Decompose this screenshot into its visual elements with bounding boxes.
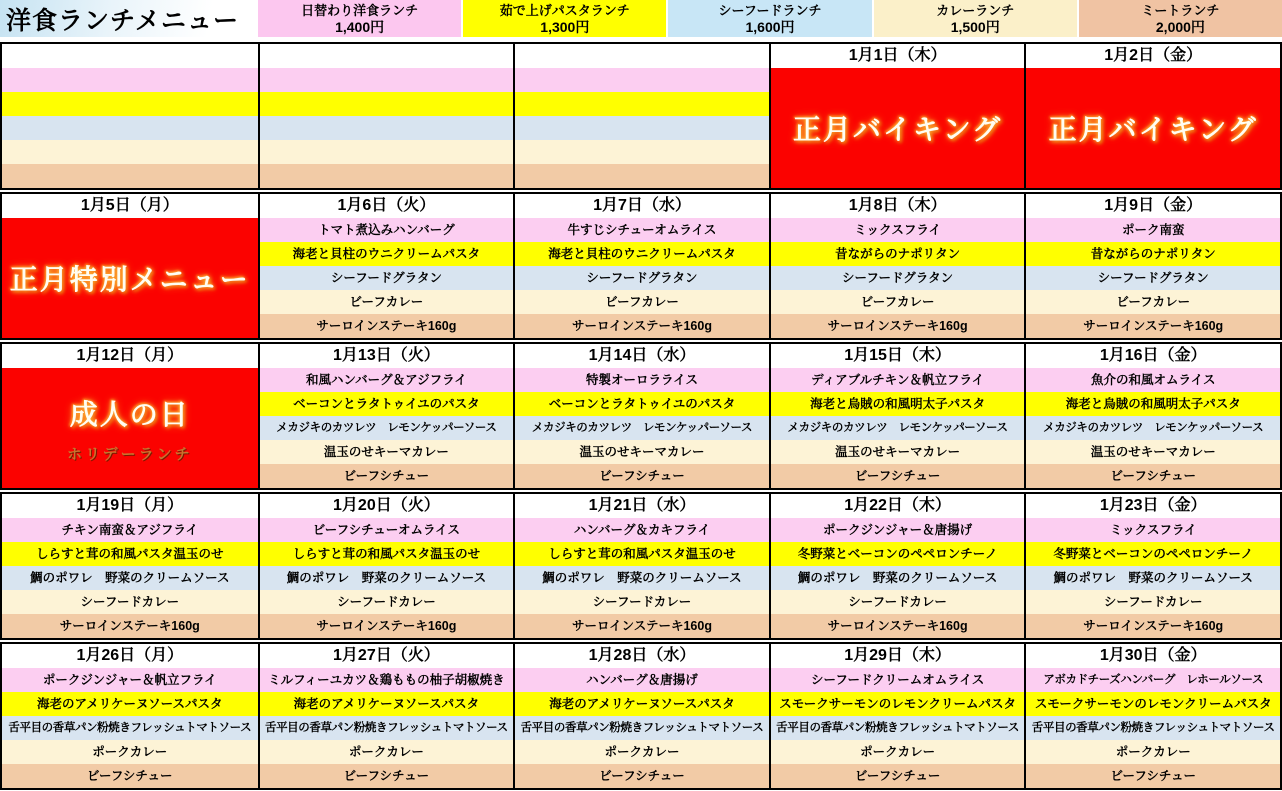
- legend-price: 1,500円: [950, 18, 1000, 35]
- date-label: 1月2日（金）: [1026, 44, 1280, 68]
- special-subtitle: ホリデーランチ: [66, 445, 193, 463]
- menu-item: ベーコンとラタトゥイユのパスタ: [515, 392, 769, 416]
- date-label: 1月28日（水）: [515, 644, 769, 668]
- legend-pasta-lunch: [463, 0, 666, 37]
- day-cell: [2, 494, 258, 638]
- menu-item: ポークカレー: [260, 740, 514, 764]
- menu-item: サーロインステーキ160g: [1026, 314, 1280, 338]
- day-cell: [769, 194, 1025, 338]
- menu-item: [260, 92, 514, 116]
- day-cell: [1024, 344, 1280, 488]
- day-cell: [513, 494, 769, 638]
- menu-item: 海老のアメリケーヌソースパスタ: [515, 692, 769, 716]
- day-cell: [258, 44, 514, 188]
- special-banner-text: 正月バイキング: [793, 114, 1003, 145]
- day-cell: [2, 344, 258, 488]
- menu-item: 特製オーロラライス: [515, 368, 769, 392]
- menu-item: [515, 92, 769, 116]
- date-label: 1月19日（月）: [2, 494, 258, 518]
- menu-item: ビーフシチュー: [1026, 464, 1280, 488]
- date-label: 1月16日（金）: [1026, 344, 1280, 368]
- menu-item: しらすと茸の和風パスタ温玉のせ: [2, 542, 258, 566]
- menu-item: ベーコンとラタトゥイユのパスタ: [260, 392, 514, 416]
- day-cell: [769, 644, 1025, 788]
- menu-item: 海老と貝柱のウニクリームパスタ: [515, 242, 769, 266]
- day-cell: [1024, 494, 1280, 638]
- menu-item: 温玉のせキーマカレー: [260, 440, 514, 464]
- menu-item: [2, 92, 258, 116]
- day-cell: [769, 44, 1025, 188]
- day-cell: [258, 644, 514, 788]
- menu-item: ポーク南蛮: [1026, 218, 1280, 242]
- day-cell: [258, 344, 514, 488]
- week-section: [0, 642, 1282, 790]
- menu-item: [260, 68, 514, 92]
- date-label: 1月15日（木）: [771, 344, 1025, 368]
- menu-item: 舌平目の香草パン粉焼きフレッシュトマトソース: [1026, 716, 1280, 740]
- special-banner-text: 正月バイキング: [1048, 114, 1258, 145]
- special-banner: [771, 68, 1025, 188]
- menu-item: 鯛のポワレ 野菜のクリームソース: [771, 566, 1025, 590]
- week-section: [0, 42, 1282, 190]
- menu-item: ミックスフライ: [771, 218, 1025, 242]
- special-banner-text: 成人の日: [69, 398, 190, 430]
- menu-item: シーフードカレー: [260, 590, 514, 614]
- menu-item: ビーフシチュー: [1026, 764, 1280, 788]
- date-label: 1月14日（水）: [515, 344, 769, 368]
- menu-item: シーフードカレー: [771, 590, 1025, 614]
- date-label: 1月6日（火）: [260, 194, 514, 218]
- menu-item: 海老と烏賊の和風明太子パスタ: [771, 392, 1025, 416]
- menu-item: [2, 164, 258, 188]
- menu-item: ディアブルチキン＆帆立フライ: [771, 368, 1025, 392]
- menu-item: 冬野菜とベーコンのペペロンチーノ: [771, 542, 1025, 566]
- menu-item: ミルフィーユカツ＆鶏ももの柚子胡椒焼き: [260, 668, 514, 692]
- special-banner: [1026, 68, 1280, 188]
- date-label: 1月22日（木）: [771, 494, 1025, 518]
- menu-item: 海老と貝柱のウニクリームパスタ: [260, 242, 514, 266]
- menu-item: ビーフカレー: [1026, 290, 1280, 314]
- menu-item: 鯛のポワレ 野菜のクリームソース: [515, 566, 769, 590]
- menu-item: アボカドチーズハンバーグ レホールソース: [1026, 668, 1280, 692]
- menu-item: [2, 116, 258, 140]
- legend-seafood-lunch: [668, 0, 871, 37]
- menu-item: 和風ハンバーグ＆アジフライ: [260, 368, 514, 392]
- menu-item: 昔ながらのナポリタン: [771, 242, 1025, 266]
- menu-item: ビーフシチュー: [771, 464, 1025, 488]
- menu-item: 温玉のせキーマカレー: [515, 440, 769, 464]
- menu-item: サーロインステーキ160g: [1026, 614, 1280, 638]
- menu-item: シーフードカレー: [2, 590, 258, 614]
- menu-item: 鯛のポワレ 野菜のクリームソース: [1026, 566, 1280, 590]
- date-label: [515, 44, 769, 68]
- date-label: 1月21日（水）: [515, 494, 769, 518]
- date-label: 1月5日（月）: [2, 194, 258, 218]
- menu-item: 海老のアメリケーヌソースパスタ: [260, 692, 514, 716]
- menu-item: 舌平目の香草パン粉焼きフレッシュトマトソース: [2, 716, 258, 740]
- menu-item: 温玉のせキーマカレー: [771, 440, 1025, 464]
- special-banner: [2, 218, 258, 338]
- menu-item: 舌平目の香草パン粉焼きフレッシュトマトソース: [260, 716, 514, 740]
- menu-item: メカジキのカツレツ レモンケッパーソース: [1026, 416, 1280, 440]
- menu-item: 舌平目の香草パン粉焼きフレッシュトマトソース: [771, 716, 1025, 740]
- day-cell: [513, 644, 769, 788]
- menu-item: ビーフカレー: [771, 290, 1025, 314]
- menu-item: トマト煮込みハンバーグ: [260, 218, 514, 242]
- day-cell: [769, 494, 1025, 638]
- menu-item: [515, 164, 769, 188]
- legend-meat-lunch: [1079, 0, 1282, 37]
- menu-item: サーロインステーキ160g: [771, 614, 1025, 638]
- menu-item: スモークサーモンのレモンクリームパスタ: [771, 692, 1025, 716]
- legend-price: 1,600円: [745, 18, 795, 35]
- menu-item: ビーフシチュー: [515, 464, 769, 488]
- date-label: 1月20日（火）: [260, 494, 514, 518]
- menu-item: シーフードカレー: [1026, 590, 1280, 614]
- day-cell: [513, 344, 769, 488]
- menu-item: ビーフシチュー: [260, 464, 514, 488]
- day-cell: [2, 194, 258, 338]
- menu-item: ビーフカレー: [515, 290, 769, 314]
- day-cell: [2, 644, 258, 788]
- menu-item: 海老と烏賊の和風明太子パスタ: [1026, 392, 1280, 416]
- date-label: 1月23日（金）: [1026, 494, 1280, 518]
- menu-item: シーフードグラタン: [1026, 266, 1280, 290]
- day-cell: [513, 44, 769, 188]
- menu-item: サーロインステーキ160g: [260, 314, 514, 338]
- date-label: 1月26日（月）: [2, 644, 258, 668]
- legend-header: [0, 0, 1282, 37]
- menu-item: ハンバーグ＆カキフライ: [515, 518, 769, 542]
- menu-item: ポークジンジャー＆唐揚げ: [771, 518, 1025, 542]
- menu-item: シーフードグラタン: [260, 266, 514, 290]
- day-cell: [513, 194, 769, 338]
- date-label: [260, 44, 514, 68]
- legend-price: 2,000円: [1155, 18, 1205, 35]
- menu-item: ビーフシチュー: [260, 764, 514, 788]
- menu-item: ビーフシチューオムライス: [260, 518, 514, 542]
- week-section: [0, 192, 1282, 340]
- legend-label: シーフードランチ: [718, 2, 822, 18]
- menu-item: ポークカレー: [1026, 740, 1280, 764]
- legend-label: カレーランチ: [936, 2, 1015, 18]
- menu-item: ビーフシチュー: [771, 764, 1025, 788]
- menu-item: ミックスフライ: [1026, 518, 1280, 542]
- day-cell: [1024, 194, 1280, 338]
- legend-label: ミートランチ: [1141, 2, 1220, 18]
- menu-item: [260, 116, 514, 140]
- legend-label: 茹で上げパスタランチ: [499, 2, 630, 18]
- menu-item: ハンバーグ＆唐揚げ: [515, 668, 769, 692]
- menu-item: 冬野菜とベーコンのペペロンチーノ: [1026, 542, 1280, 566]
- menu-item: メカジキのカツレツ レモンケッパーソース: [260, 416, 514, 440]
- menu-item: [260, 140, 514, 164]
- legend-label: 日替わり洋食ランチ: [301, 2, 419, 18]
- menu-item: サーロインステーキ160g: [515, 314, 769, 338]
- date-label: 1月9日（金）: [1026, 194, 1280, 218]
- menu-item: 海老のアメリケーヌソースパスタ: [2, 692, 258, 716]
- menu-item: シーフードグラタン: [771, 266, 1025, 290]
- menu-item: サーロインステーキ160g: [515, 614, 769, 638]
- legend-daily-lunch: [258, 0, 461, 37]
- legend-curry-lunch: [874, 0, 1077, 37]
- day-cell: [258, 194, 514, 338]
- menu-item: ビーフシチュー: [515, 764, 769, 788]
- date-label: 1月29日（木）: [771, 644, 1025, 668]
- menu-item: ポークカレー: [515, 740, 769, 764]
- menu-item: 鯛のポワレ 野菜のクリームソース: [2, 566, 258, 590]
- day-cell: [258, 494, 514, 638]
- menu-item: スモークサーモンのレモンクリームパスタ: [1026, 692, 1280, 716]
- menu-item: ビーフシチュー: [2, 764, 258, 788]
- menu-item: ビーフカレー: [260, 290, 514, 314]
- menu-item: サーロインステーキ160g: [2, 614, 258, 638]
- date-label: 1月27日（火）: [260, 644, 514, 668]
- legend-price: 1,400円: [335, 18, 385, 35]
- legend-row: [258, 0, 1282, 37]
- menu-item: ポークカレー: [771, 740, 1025, 764]
- week-section: [0, 492, 1282, 640]
- menu-item: [2, 68, 258, 92]
- menu-item: シーフードクリームオムライス: [771, 668, 1025, 692]
- menu-item: [515, 140, 769, 164]
- menu-item: 牛すじシチューオムライス: [515, 218, 769, 242]
- menu-item: 温玉のせキーマカレー: [1026, 440, 1280, 464]
- day-cell: [1024, 644, 1280, 788]
- legend-price: 1,300円: [540, 18, 590, 35]
- menu-item: メカジキのカツレツ レモンケッパーソース: [515, 416, 769, 440]
- date-label: [2, 44, 258, 68]
- menu-item: 舌平目の香草パン粉焼きフレッシュトマトソース: [515, 716, 769, 740]
- week-section: [0, 342, 1282, 490]
- menu-item: シーフードグラタン: [515, 266, 769, 290]
- day-cell: [2, 44, 258, 188]
- menu-item: サーロインステーキ160g: [260, 614, 514, 638]
- menu-item: [2, 140, 258, 164]
- menu-item: サーロインステーキ160g: [771, 314, 1025, 338]
- menu-item: メカジキのカツレツ レモンケッパーソース: [771, 416, 1025, 440]
- menu-item: しらすと茸の和風パスタ温玉のせ: [515, 542, 769, 566]
- menu-item: [260, 164, 514, 188]
- menu-item: チキン南蛮＆アジフライ: [2, 518, 258, 542]
- day-cell: [1024, 44, 1280, 188]
- date-label: 1月8日（木）: [771, 194, 1025, 218]
- menu-item: しらすと茸の和風パスタ温玉のせ: [260, 542, 514, 566]
- menu-item: [515, 116, 769, 140]
- day-cell: [769, 344, 1025, 488]
- menu-item: 鯛のポワレ 野菜のクリームソース: [260, 566, 514, 590]
- date-label: 1月12日（月）: [2, 344, 258, 368]
- menu-item: ポークジンジャー＆帆立フライ: [2, 668, 258, 692]
- page-title: 洋食ランチメニュー: [0, 0, 245, 37]
- date-label: 1月13日（火）: [260, 344, 514, 368]
- menu-item: ポークカレー: [2, 740, 258, 764]
- date-label: 1月7日（水）: [515, 194, 769, 218]
- date-label: 1月30日（金）: [1026, 644, 1280, 668]
- menu-item: 魚介の和風オムライス: [1026, 368, 1280, 392]
- menu-item: 昔ながらのナポリタン: [1026, 242, 1280, 266]
- date-label: 1月1日（木）: [771, 44, 1025, 68]
- menu-item: シーフードカレー: [515, 590, 769, 614]
- special-banner: [2, 368, 258, 488]
- menu-calendar: [0, 42, 1282, 790]
- special-banner-text: 正月特別メニュー: [9, 264, 250, 295]
- menu-item: [515, 68, 769, 92]
